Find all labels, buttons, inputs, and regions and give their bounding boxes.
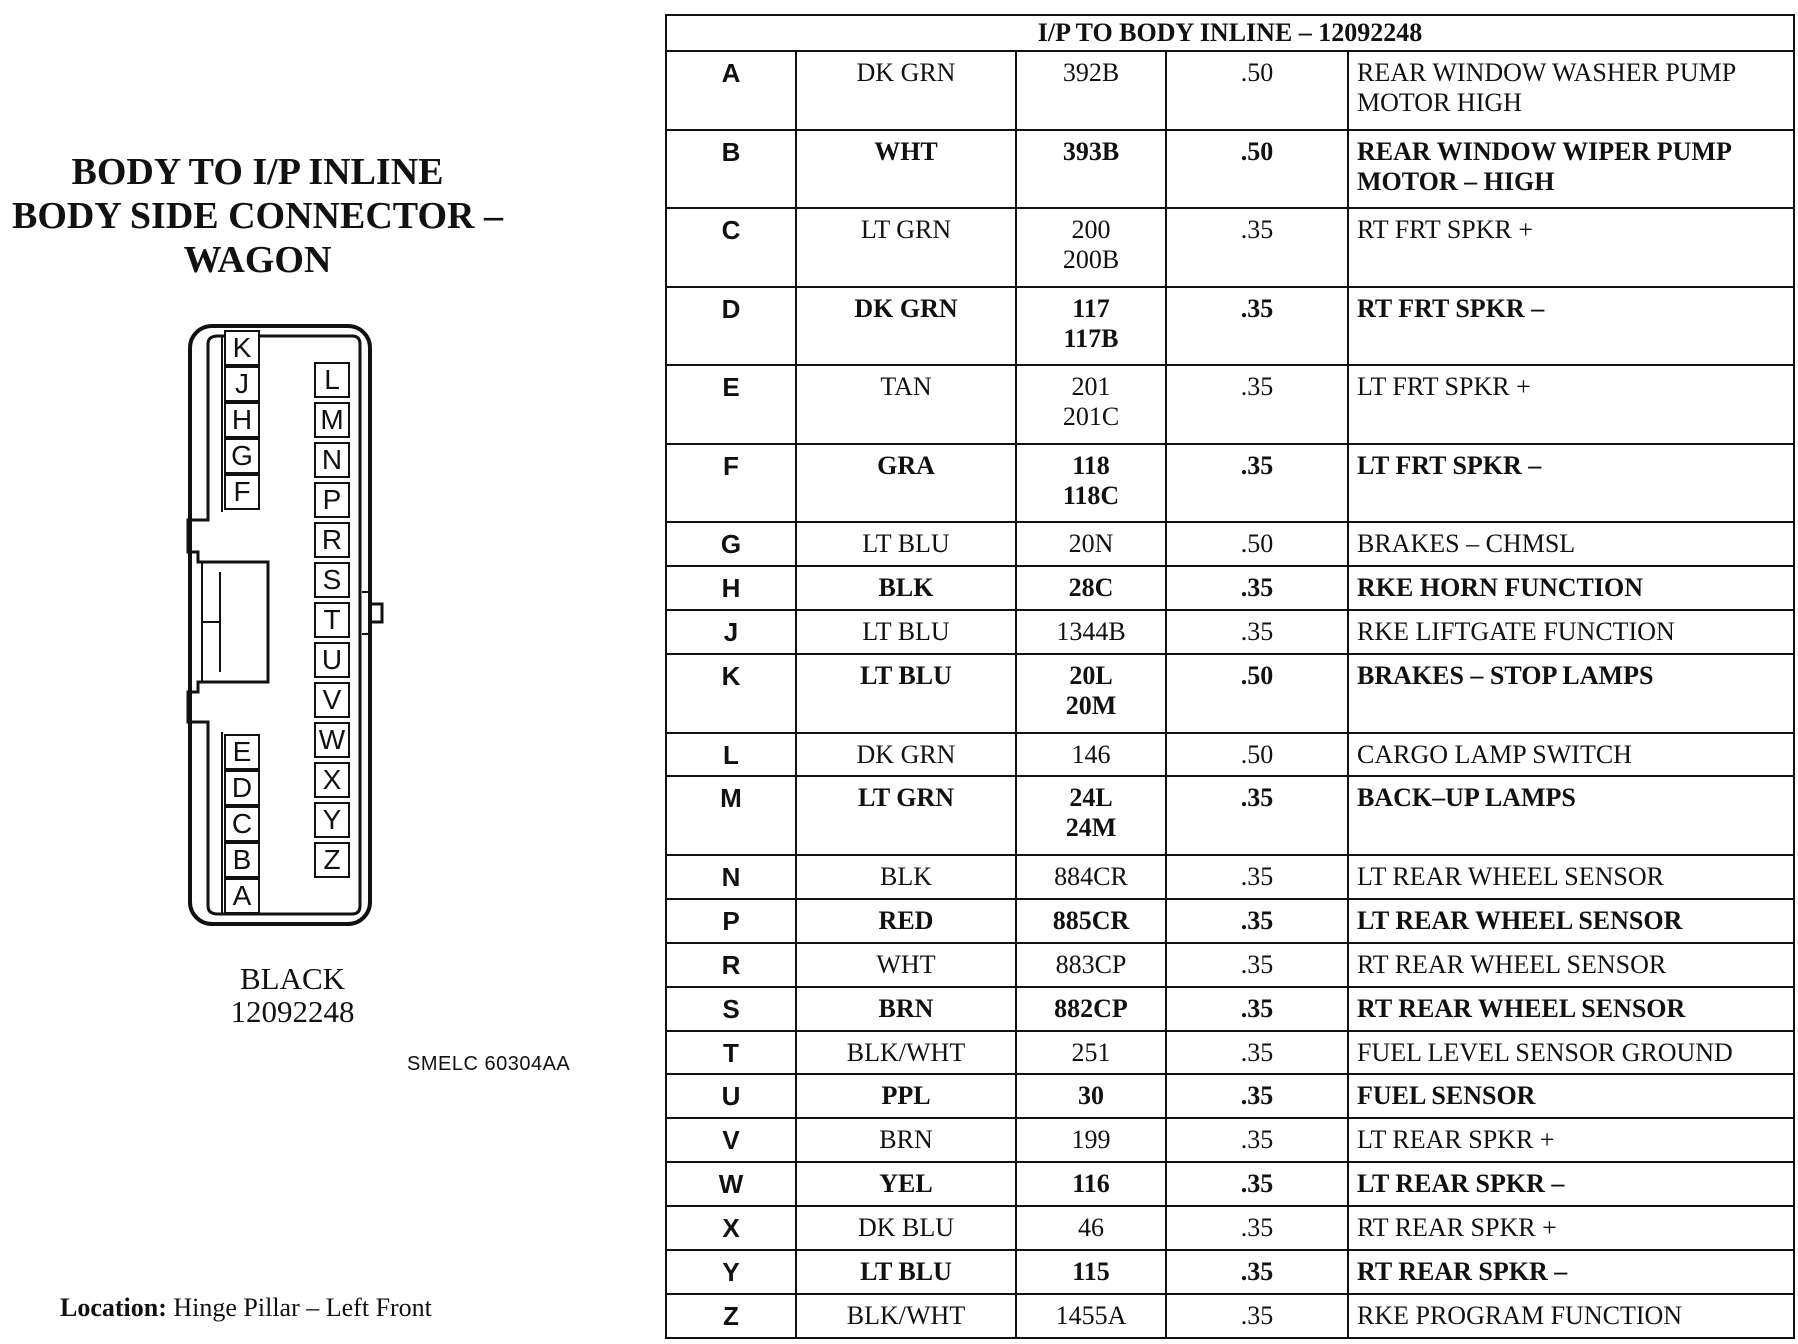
table-row: [666, 1294, 1794, 1338]
connector-color: BLACK: [239, 961, 346, 996]
row-wire-color: BLK/WHT: [796, 1294, 1016, 1338]
row-wire-color: RED: [796, 899, 1016, 943]
pin-cavity-v: V: [314, 682, 350, 718]
row-pin: N: [666, 855, 796, 899]
row-function: LT FRT SPKR –: [1348, 444, 1794, 523]
row-pin: T: [666, 1031, 796, 1075]
row-function: LT REAR WHEEL SENSOR: [1348, 855, 1794, 899]
row-gauge: .35: [1166, 610, 1348, 654]
table-row: [666, 776, 1794, 855]
table-row: [666, 1031, 1794, 1075]
table-row: [666, 51, 1794, 130]
row-pin: Y: [666, 1250, 796, 1294]
row-wire-color: BLK: [796, 855, 1016, 899]
row-wire-color: BRN: [796, 987, 1016, 1031]
row-gauge: .35: [1166, 1162, 1348, 1206]
row-function: BRAKES – STOP LAMPS: [1348, 654, 1794, 733]
table-row: [666, 1206, 1794, 1250]
row-wire-color: DK GRN: [796, 51, 1016, 130]
title-line-1: BODY TO I/P INLINE: [71, 151, 444, 193]
row-function: RT REAR WHEEL SENSOR: [1348, 943, 1794, 987]
row-wire-color: YEL: [796, 1162, 1016, 1206]
connector-outline: [180, 322, 420, 932]
row-circuit: 118 118C: [1016, 444, 1166, 523]
table-row: [666, 987, 1794, 1031]
table-row: [666, 287, 1794, 366]
row-function: RT FRT SPKR +: [1348, 208, 1794, 287]
pin-cavity-r: R: [314, 522, 350, 558]
row-function: RT REAR WHEEL SENSOR: [1348, 987, 1794, 1031]
row-circuit: 115: [1016, 1250, 1166, 1294]
row-gauge: .35: [1166, 776, 1348, 855]
row-circuit: 116: [1016, 1162, 1166, 1206]
row-gauge: .35: [1166, 365, 1348, 444]
row-gauge: .35: [1166, 987, 1348, 1031]
row-circuit: 146: [1016, 733, 1166, 777]
row-circuit: 28C: [1016, 566, 1166, 610]
row-function: RKE LIFTGATE FUNCTION: [1348, 610, 1794, 654]
row-pin: A: [666, 51, 796, 130]
row-pin: G: [666, 522, 796, 566]
row-circuit: 885CR: [1016, 899, 1166, 943]
row-circuit: 199: [1016, 1118, 1166, 1162]
row-pin: B: [666, 130, 796, 209]
row-wire-color: WHT: [796, 130, 1016, 209]
row-circuit: 117 117B: [1016, 287, 1166, 366]
row-pin: C: [666, 208, 796, 287]
pin-cavity-t: T: [314, 602, 350, 638]
table-row: [666, 1162, 1794, 1206]
row-wire-color: BRN: [796, 1118, 1016, 1162]
table-row: [666, 130, 1794, 209]
row-circuit: 882CP: [1016, 987, 1166, 1031]
row-function: FUEL LEVEL SENSOR GROUND: [1348, 1031, 1794, 1075]
row-gauge: .50: [1166, 130, 1348, 209]
connector-title: [0, 150, 515, 282]
pin-cavity-p: P: [314, 482, 350, 518]
row-circuit: 20L 20M: [1016, 654, 1166, 733]
row-wire-color: DK BLU: [796, 1206, 1016, 1250]
row-pin: L: [666, 733, 796, 777]
pin-cavity-a: A: [224, 878, 260, 914]
row-pin: Z: [666, 1294, 796, 1338]
row-wire-color: DK GRN: [796, 733, 1016, 777]
row-circuit: 46: [1016, 1206, 1166, 1250]
pin-cavity-z: Z: [314, 842, 350, 878]
table-row: [666, 444, 1794, 523]
pin-cavity-l: L: [314, 362, 350, 398]
row-gauge: .35: [1166, 208, 1348, 287]
location-label: Location:: [60, 1293, 167, 1322]
row-gauge: .35: [1166, 566, 1348, 610]
row-function: LT REAR WHEEL SENSOR: [1348, 899, 1794, 943]
pin-cavity-j: J: [224, 366, 260, 402]
pin-cavity-c: C: [224, 806, 260, 842]
row-pin: X: [666, 1206, 796, 1250]
table-row: [666, 1250, 1794, 1294]
pin-cavity-y: Y: [314, 802, 350, 838]
row-function: BRAKES – CHMSL: [1348, 522, 1794, 566]
title-line-2: BODY SIDE CONNECTOR –: [12, 195, 503, 237]
row-circuit: 1344B: [1016, 610, 1166, 654]
row-function: LT FRT SPKR +: [1348, 365, 1794, 444]
row-function: REAR WINDOW WASHER PUMP MOTOR HIGH: [1348, 51, 1794, 130]
row-circuit: 1455A: [1016, 1294, 1166, 1338]
row-wire-color: LT BLU: [796, 654, 1016, 733]
connector-color-label: [200, 962, 385, 1028]
pin-cavity-f: F: [224, 474, 260, 510]
pin-cavity-m: M: [314, 402, 350, 438]
row-pin: F: [666, 444, 796, 523]
row-gauge: .50: [1166, 51, 1348, 130]
pin-cavity-n: N: [314, 442, 350, 478]
location-value: Hinge Pillar – Left Front: [173, 1293, 432, 1322]
row-function: REAR WINDOW WIPER PUMP MOTOR – HIGH: [1348, 130, 1794, 209]
row-function: LT REAR SPKR –: [1348, 1162, 1794, 1206]
row-wire-color: BLK/WHT: [796, 1031, 1016, 1075]
pin-cavity-s: S: [314, 562, 350, 598]
row-gauge: .35: [1166, 287, 1348, 366]
row-gauge: .35: [1166, 943, 1348, 987]
row-circuit: 251: [1016, 1031, 1166, 1075]
row-wire-color: WHT: [796, 943, 1016, 987]
table-row: [666, 733, 1794, 777]
row-gauge: .35: [1166, 1074, 1348, 1118]
row-circuit: 884CR: [1016, 855, 1166, 899]
pinout-table: [665, 14, 1795, 1339]
row-pin: W: [666, 1162, 796, 1206]
row-gauge: .50: [1166, 733, 1348, 777]
table-row: [666, 566, 1794, 610]
row-pin: K: [666, 654, 796, 733]
row-pin: S: [666, 987, 796, 1031]
row-gauge: .35: [1166, 1031, 1348, 1075]
location-note: [60, 1293, 432, 1323]
row-wire-color: LT BLU: [796, 1250, 1016, 1294]
row-pin: U: [666, 1074, 796, 1118]
table-row: [666, 522, 1794, 566]
row-pin: J: [666, 610, 796, 654]
figure-code: SMELC 60304AA: [407, 1053, 571, 1075]
row-circuit: 201 201C: [1016, 365, 1166, 444]
table-row: [666, 1074, 1794, 1118]
row-function: RT REAR SPKR +: [1348, 1206, 1794, 1250]
row-gauge: .35: [1166, 1294, 1348, 1338]
row-pin: M: [666, 776, 796, 855]
pin-cavity-h: H: [224, 402, 260, 438]
title-line-3: WAGON: [183, 239, 332, 281]
row-wire-color: LT GRN: [796, 208, 1016, 287]
row-wire-color: TAN: [796, 365, 1016, 444]
row-gauge: .35: [1166, 1250, 1348, 1294]
row-pin: P: [666, 899, 796, 943]
row-circuit: 393B: [1016, 130, 1166, 209]
row-circuit: 200 200B: [1016, 208, 1166, 287]
row-wire-color: BLK: [796, 566, 1016, 610]
row-function: CARGO LAMP SWITCH: [1348, 733, 1794, 777]
row-gauge: .35: [1166, 1118, 1348, 1162]
row-pin: H: [666, 566, 796, 610]
row-wire-color: LT BLU: [796, 522, 1016, 566]
row-gauge: .35: [1166, 899, 1348, 943]
row-wire-color: LT GRN: [796, 776, 1016, 855]
row-gauge: .35: [1166, 855, 1348, 899]
pin-cavity-d: D: [224, 770, 260, 806]
pin-cavity-w: W: [314, 722, 350, 758]
pin-cavity-e: E: [224, 734, 260, 770]
row-gauge: .50: [1166, 522, 1348, 566]
table-row: [666, 654, 1794, 733]
pin-cavity-x: X: [314, 762, 350, 798]
table-title: I/P TO BODY INLINE – 12092248: [666, 15, 1794, 51]
row-gauge: .35: [1166, 1206, 1348, 1250]
row-wire-color: PPL: [796, 1074, 1016, 1118]
row-wire-color: LT BLU: [796, 610, 1016, 654]
row-pin: R: [666, 943, 796, 987]
connector-diagram: [180, 322, 420, 932]
row-function: RKE HORN FUNCTION: [1348, 566, 1794, 610]
connector-part-number: 12092248: [230, 994, 355, 1029]
pin-cavity-k: K: [224, 330, 260, 366]
pin-cavity-b: B: [224, 842, 260, 878]
row-function: FUEL SENSOR: [1348, 1074, 1794, 1118]
table-row: [666, 365, 1794, 444]
table-row: [666, 1118, 1794, 1162]
table-row: [666, 855, 1794, 899]
row-function: BACK–UP LAMPS: [1348, 776, 1794, 855]
row-function: LT REAR SPKR +: [1348, 1118, 1794, 1162]
row-function: RT FRT SPKR –: [1348, 287, 1794, 366]
table-row: [666, 899, 1794, 943]
row-wire-color: GRA: [796, 444, 1016, 523]
row-circuit: 883CP: [1016, 943, 1166, 987]
table-row: [666, 208, 1794, 287]
row-gauge: .50: [1166, 654, 1348, 733]
row-circuit: 30: [1016, 1074, 1166, 1118]
row-wire-color: DK GRN: [796, 287, 1016, 366]
pin-cavity-u: U: [314, 642, 350, 678]
pin-cavity-g: G: [224, 438, 260, 474]
row-function: RKE PROGRAM FUNCTION: [1348, 1294, 1794, 1338]
row-pin: E: [666, 365, 796, 444]
row-circuit: 24L 24M: [1016, 776, 1166, 855]
row-pin: D: [666, 287, 796, 366]
row-function: RT REAR SPKR –: [1348, 1250, 1794, 1294]
table-row: [666, 610, 1794, 654]
table-row: [666, 943, 1794, 987]
row-circuit: 392B: [1016, 51, 1166, 130]
row-circuit: 20N: [1016, 522, 1166, 566]
row-pin: V: [666, 1118, 796, 1162]
row-gauge: .35: [1166, 444, 1348, 523]
